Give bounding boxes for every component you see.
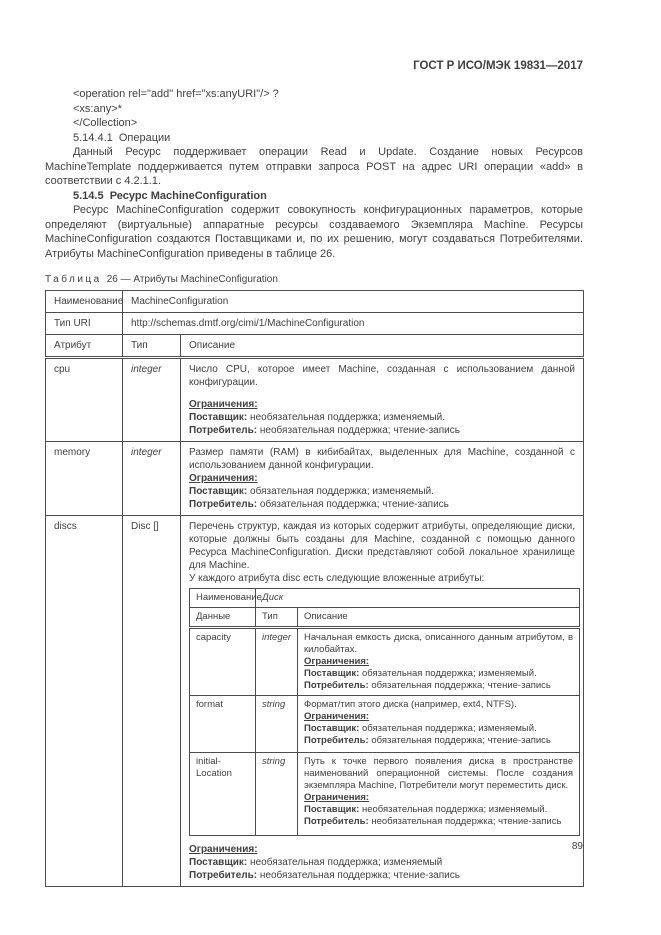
cpu-description: Число CPU, которое имеет Machine, созданная с использованием данной конфигурации. bbox=[189, 364, 575, 388]
discs-description: Перечень структур, каждая из которых содержит атрибуты, определяющие диски, которые должны быть созданы для Machine, созданной с помощью данного Ресурса MachineConfiguration. Диски представляют собой локальное хранилище для Machine. bbox=[189, 521, 575, 571]
attr-cell-cpu: cpu bbox=[46, 358, 123, 442]
consumer-text: необязательная поддержка; чтение-запись bbox=[259, 870, 460, 881]
constraints-heading bbox=[189, 398, 575, 411]
provider-constraint bbox=[189, 411, 575, 424]
column-header-description: Описание bbox=[181, 335, 584, 358]
type-cell-cpu: integer bbox=[123, 358, 181, 442]
disc-column-header-description: Описание bbox=[298, 608, 580, 628]
disc-table-row-initial-location bbox=[190, 753, 580, 836]
disc-column-header-type: Тип bbox=[256, 608, 298, 628]
initial-location-description: Путь к точке первого появления диска в пространстве наименований операционной системы. После создания экземпляра Machine, Потребители могут переместить диск. bbox=[304, 756, 573, 791]
capacity-description: Начальная емкость диска, описанного данным атрибутом, в килобайтах. bbox=[304, 632, 573, 655]
consumer-constraint bbox=[189, 424, 575, 437]
standard-number: ГОСТ Р ИСО/МЭК 19831—2017 bbox=[413, 60, 583, 72]
desc-cell-capacity bbox=[298, 628, 580, 696]
section-heading-machineconfiguration: 5.14.5 Ресурс MachineConfiguration bbox=[73, 189, 267, 202]
machineconfiguration-paragraph: Ресурс MachineConfiguration содержит совокупность конфигурационных параметров, которые определяют (виртуальные) аппаратные ресурсы создаваемого Экземпляра Machine. Ресурсы MachineConfiguration создаются Поставщиками и, по их решению, могут создаваться Потребителями. Атрибуты MachineConfiguration приведены в таблице 26. bbox=[45, 204, 583, 260]
meta-uri-value: http://schemas.dmtf.org/cimi/1/MachineConfiguration bbox=[123, 313, 584, 335]
type-cell-initial-location: string bbox=[256, 753, 298, 836]
format-description: Формат/тип этого диска (например, ext4, NTFS). bbox=[304, 699, 517, 710]
constraints-label: Ограничения: bbox=[304, 656, 370, 667]
table-row-name bbox=[46, 291, 584, 313]
provider-constraint bbox=[304, 804, 573, 816]
meta-uri-label: Тип URI bbox=[46, 313, 123, 335]
disc-meta-name-label: Наименование bbox=[190, 589, 256, 608]
consumer-text: обязательная поддержка; чтение-запись bbox=[371, 735, 551, 746]
disc-table-header-row bbox=[190, 608, 580, 628]
disc-table-row-capacity bbox=[190, 628, 580, 696]
attr-cell-discs: discs bbox=[46, 516, 123, 887]
type-cell-discs: Disc [] bbox=[123, 516, 181, 887]
page-number: 89 bbox=[571, 841, 583, 852]
table-header-row bbox=[46, 335, 584, 358]
xml-code-block bbox=[73, 87, 583, 131]
consumer-text: необязательная поддержка; чтение-запись bbox=[371, 816, 562, 827]
consumer-label: Потребитель: bbox=[189, 425, 258, 436]
consumer-constraint bbox=[304, 735, 573, 747]
consumer-constraint bbox=[304, 816, 573, 828]
table-caption-word: Таблица bbox=[45, 274, 102, 285]
provider-label: Поставщик: bbox=[304, 723, 360, 734]
constraints-label: Ограничения: bbox=[189, 399, 258, 410]
constraints-label: Ограничения: bbox=[189, 473, 258, 484]
type-cell-capacity: integer bbox=[256, 628, 298, 696]
disc-nested-table bbox=[189, 588, 580, 836]
section-heading-operations: 5.14.4.1 Операции bbox=[73, 131, 171, 144]
constraints-label: Ограничения: bbox=[189, 844, 258, 855]
code-line-collection-close: </Collection> bbox=[73, 117, 138, 129]
provider-label: Поставщик: bbox=[304, 668, 360, 679]
provider-text: необязательная поддержка; изменяемый bbox=[250, 857, 443, 868]
provider-label: Поставщик: bbox=[189, 857, 248, 868]
table-row-memory bbox=[46, 442, 584, 516]
consumer-text: обязательная поддержка; чтение-запись bbox=[259, 499, 449, 510]
column-header-attribute: Атрибут bbox=[46, 335, 123, 358]
disc-table-row-format bbox=[190, 696, 580, 753]
provider-label: Поставщик: bbox=[189, 486, 248, 497]
desc-cell-format bbox=[298, 696, 580, 753]
desc-cell-cpu bbox=[181, 358, 584, 442]
constraints-label: Ограничения: bbox=[304, 792, 370, 803]
consumer-label: Потребитель: bbox=[304, 680, 369, 691]
constraints-heading bbox=[189, 472, 575, 485]
table-26 bbox=[45, 290, 584, 887]
provider-constraint bbox=[304, 668, 573, 680]
consumer-constraint bbox=[189, 869, 575, 882]
attr-cell-initial-location: initial-Location bbox=[190, 753, 256, 836]
discs-description-2: У каждого атрибута disc есть следующие вложенные атрибуты: bbox=[189, 573, 485, 584]
consumer-constraint bbox=[304, 680, 573, 692]
provider-label: Поставщик: bbox=[304, 804, 360, 815]
page-content bbox=[45, 87, 583, 887]
type-cell-memory: integer bbox=[123, 442, 181, 516]
page-header bbox=[45, 60, 583, 72]
disc-table-row-name bbox=[190, 589, 580, 608]
attr-cell-memory: memory bbox=[46, 442, 123, 516]
consumer-constraint bbox=[189, 498, 575, 511]
consumer-label: Потребитель: bbox=[189, 870, 258, 881]
type-cell-format: string bbox=[256, 696, 298, 753]
table-row-discs bbox=[46, 516, 584, 887]
provider-text: обязательная поддержка; изменяемый. bbox=[250, 486, 434, 497]
table-caption-title: 26 — Атрибуты MachineConfiguration bbox=[106, 274, 278, 285]
provider-constraint bbox=[189, 856, 575, 869]
code-line-operation: <operation rel="add" href="xs:anyURI"/> ? bbox=[73, 88, 279, 100]
provider-label: Поставщик: bbox=[189, 412, 248, 423]
desc-cell-initial-location bbox=[298, 753, 580, 836]
constraints-label: Ограничения: bbox=[304, 711, 370, 722]
meta-name-label: Наименование bbox=[46, 291, 123, 313]
attr-cell-capacity: capacity bbox=[190, 628, 256, 696]
provider-constraint bbox=[304, 723, 573, 735]
meta-name-value: MachineConfiguration bbox=[123, 291, 584, 313]
constraints-heading bbox=[304, 711, 573, 723]
column-header-type: Тип bbox=[123, 335, 181, 358]
table-caption bbox=[45, 274, 583, 285]
consumer-text: необязательная поддержка; чтение-запись bbox=[259, 425, 460, 436]
memory-description: Размер памяти (RAM) в кибибайтах, выделенных для Machine, созданной с использованием данной конфигурации. bbox=[189, 447, 575, 471]
provider-constraint bbox=[189, 485, 575, 498]
disc-meta-name-value: Диск bbox=[256, 589, 580, 608]
provider-text: необязательная поддержка; изменяемый. bbox=[250, 412, 446, 423]
table-row-cpu bbox=[46, 358, 584, 442]
desc-cell-memory bbox=[181, 442, 584, 516]
code-line-xs-any: <xs:any>* bbox=[73, 102, 122, 115]
constraints-heading bbox=[304, 656, 573, 668]
consumer-label: Потребитель: bbox=[189, 499, 258, 510]
provider-text: необязательная поддержка; изменяемый. bbox=[361, 804, 548, 815]
disc-column-header-data: Данные bbox=[190, 608, 256, 628]
consumer-label: Потребитель: bbox=[304, 816, 369, 827]
attr-cell-format: format bbox=[190, 696, 256, 753]
consumer-label: Потребитель: bbox=[304, 735, 369, 746]
provider-text: обязательная поддержка; изменяемый. bbox=[361, 668, 537, 679]
provider-text: обязательная поддержка; изменяемый. bbox=[361, 723, 537, 734]
consumer-text: обязательная поддержка; чтение-запись bbox=[371, 680, 551, 691]
table-row-uri bbox=[46, 313, 584, 335]
constraints-heading bbox=[304, 792, 573, 804]
desc-cell-discs bbox=[181, 516, 584, 887]
operations-paragraph: Данный Ресурс поддерживает операции Read и Update. Создание новых Ресурсов MachineTemplate поддерживается путем отправки запроса POST на адрес URI операции «add» в соответствии с 4.2.1.1. bbox=[45, 146, 583, 187]
